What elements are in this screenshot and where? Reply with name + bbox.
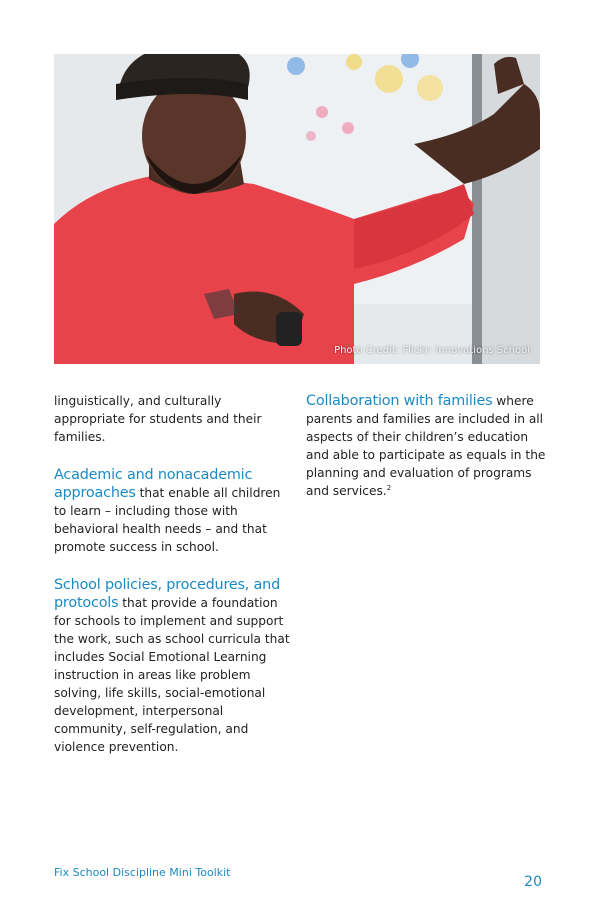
hero-photo: [54, 54, 540, 364]
left-column: [54, 392, 292, 776]
paragraph-text: that provide a foundation for schools to implement and support the work, such as school curricula that includes Social Emotional Learning instruction in areas like problem solving, life skills, social-emotional development, interpersonal community, self-regulation, and violence prevention.: [54, 596, 290, 754]
footer-title: Fix School Discipline Mini Toolkit: [54, 866, 231, 879]
heading-policies: School policies, procedures, and protocols: [54, 577, 281, 611]
paragraph-approaches: [54, 466, 292, 556]
photo-credit: Photo Credit: Flickr: Innovations School: [334, 345, 530, 356]
paragraph-text: where parents and families are included in all aspects of their children’s education and able to participate as equals in the planning and evaluation of programs and services.: [306, 394, 546, 498]
photo-illustration: [54, 54, 540, 364]
page-number: 20: [524, 874, 542, 890]
paragraph-cultural: [54, 392, 292, 446]
heading-families: Collaboration with families: [306, 393, 493, 409]
heading-approaches: Academic and nonacademic approaches: [54, 467, 253, 501]
paragraph-policies: [54, 576, 292, 756]
paragraph-text: linguistically, and culturally appropriate for students and their families.: [54, 394, 262, 444]
paragraph-text: that enable all children to learn – including those with behavioral health needs – and that promote success in school.: [54, 486, 281, 554]
right-column: [306, 392, 546, 520]
footnote-ref[interactable]: 2: [386, 483, 392, 492]
paragraph-families: [306, 392, 546, 500]
